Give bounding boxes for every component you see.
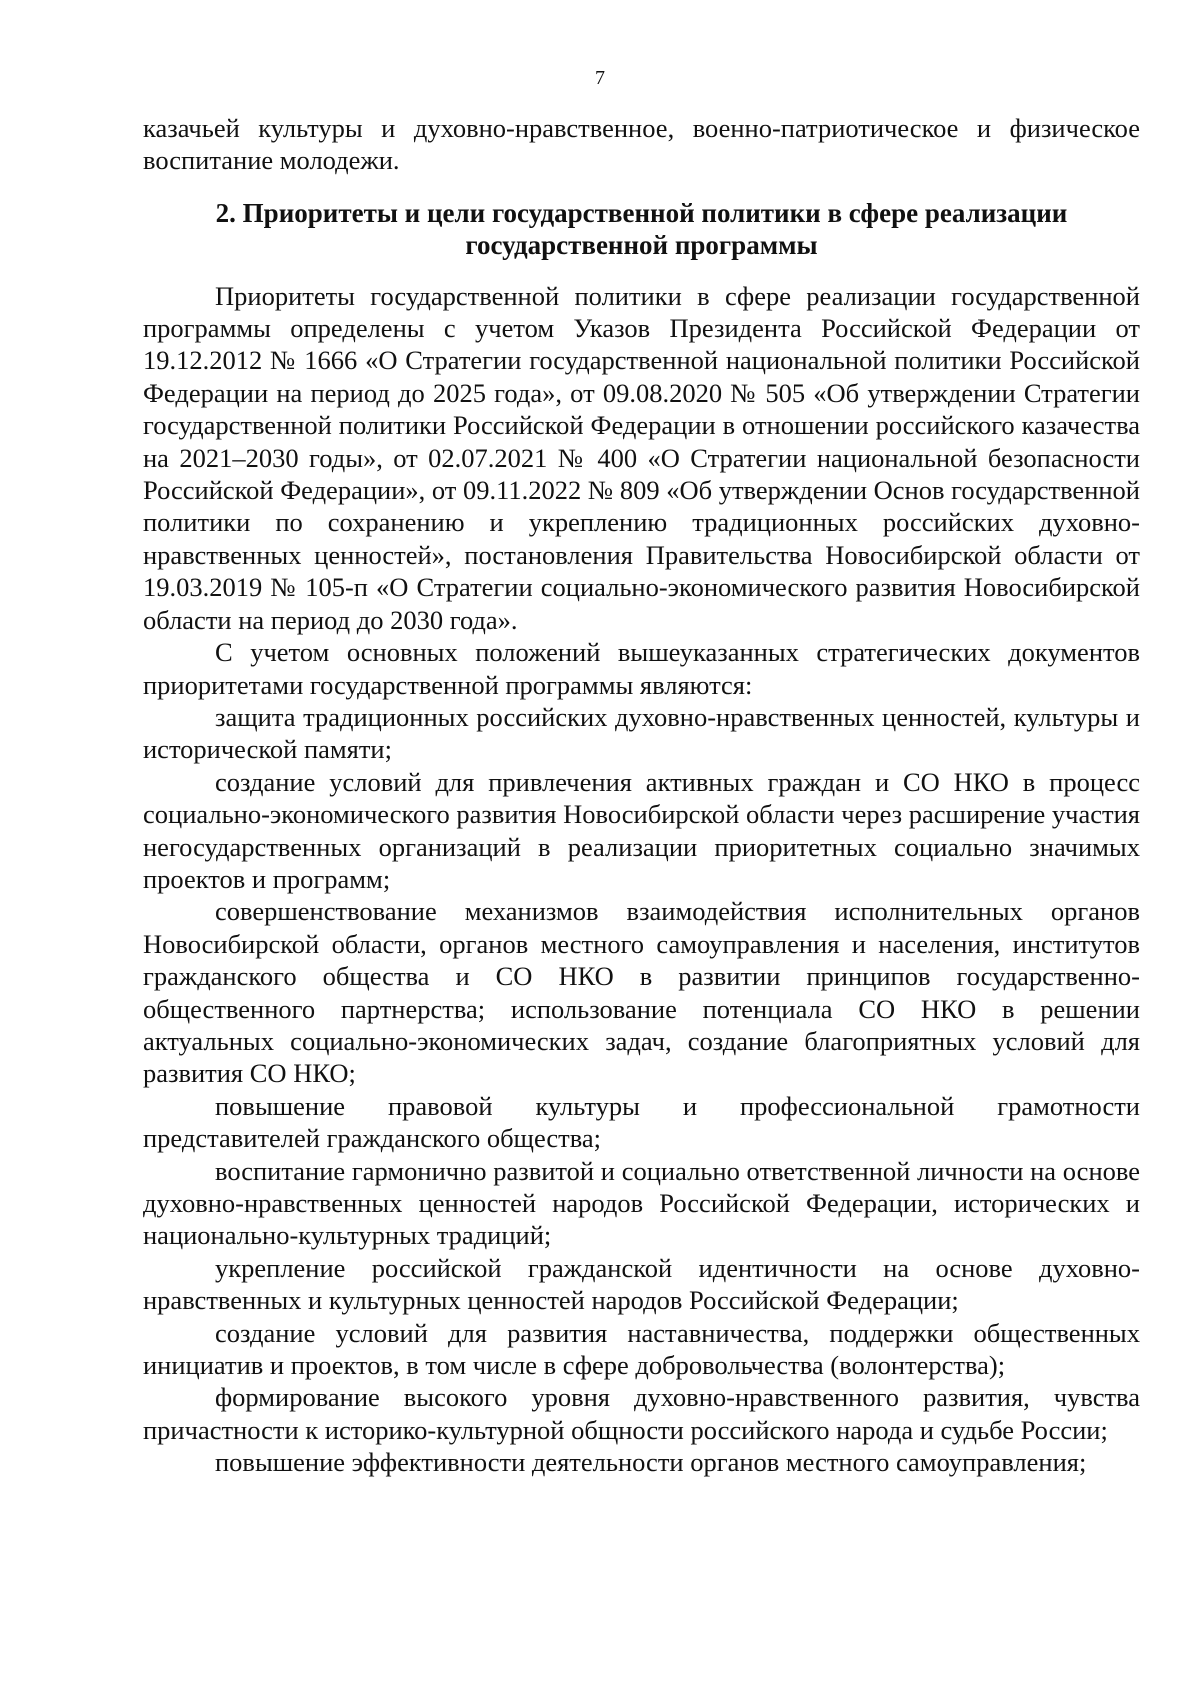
paragraph-priorities-intro: С учетом основных положений вышеуказанных стратегических документов приоритетами государственной программы являются: <box>143 637 1140 700</box>
list-item-personality-education: воспитание гармонично развитой и социально ответственной личности на основе духовно-нравственных ценностей народов Российской Федерации, исторических и национально-культурных традиций; <box>143 1155 1140 1251</box>
list-item-interaction-mechanisms: совершенствование механизмов взаимодействия исполнительных органов Новосибирской области, органов местного самоуправления и населения, институтов гражданского общества и СО НКО в развитии принципов государственно-общественного партнерства; использование потенциала СО НКО в решении актуальных социально-экономических задач, создание благоприятных условий для развития СО НКО; <box>143 896 1140 1089</box>
section-heading-line-2: государственной программы <box>465 230 818 261</box>
paragraph-priorities-basis: Приоритеты государственной политики в сфере реализации государственной программы определены с учетом Указов Президента Российской Федерации от 19.12.2012 № 1666 «О Стратегии государственной национальной политики Российской Федерации на период до 2025 года», от 09.08.2020 № 505 «Об утверждении Стратегии государственной политики Российской Федерации в отношении российского казачества на 2021–2030 годы», от 02.07.2021 № 400 «О Стратегии национальной безопасности Российской Федерации», от 09.11.2022 № 809 «Об утверждении Основ государственной политики по сохранению и укреплению традиционных российских духовно-нравственных ценностей», постановления Правительства Новосибирской области от 19.03.2019 № 105-п «О Стратегии социально-экономического развития Новосибирской области на период до 2030 года». <box>143 280 1140 635</box>
list-item-civic-identity: укрепление российской гражданской идентичности на основе духовно-нравственных и культурных ценностей народов Российской Федерации; <box>143 1252 1140 1316</box>
list-item-local-government: повышение эффективности деятельности органов местного самоуправления; <box>215 1447 1087 1478</box>
page-number: 7 <box>595 67 605 89</box>
list-item-legal-culture: повышение правовой культуры и профессиональной грамотности представителей гражданского общества; <box>143 1090 1140 1154</box>
list-item-active-citizens: создание условий для привлечения активных граждан и СО НКО в процесс социально-экономического развития Новосибирской области через расширение участия негосударственных организаций в реализации приоритетных социально значимых проектов и программ; <box>143 766 1140 894</box>
section-heading <box>143 197 1140 262</box>
list-item-spiritual-development: формирование высокого уровня духовно-нравственного развития, чувства причастности к историко-культурной общности российского народа и судьбе России; <box>143 1382 1140 1445</box>
section-heading-line-1: 2. Приоритеты и цели государственной политики в сфере реализации <box>215 197 1068 228</box>
list-item-protection-values: защита традиционных российских духовно-нравственных ценностей, культуры и исторической памяти; <box>143 701 1140 765</box>
list-item-mentoring: создание условий для развития наставничества, поддержки общественных инициатив и проектов, в том числе в сфере добровольчества (волонтерства); <box>143 1317 1140 1381</box>
document-body <box>143 112 1140 1479</box>
intro-paragraph: казачьей культуры и духовно-нравственное, военно-патриотическое и физическое воспитание молодежи. <box>143 113 1140 176</box>
